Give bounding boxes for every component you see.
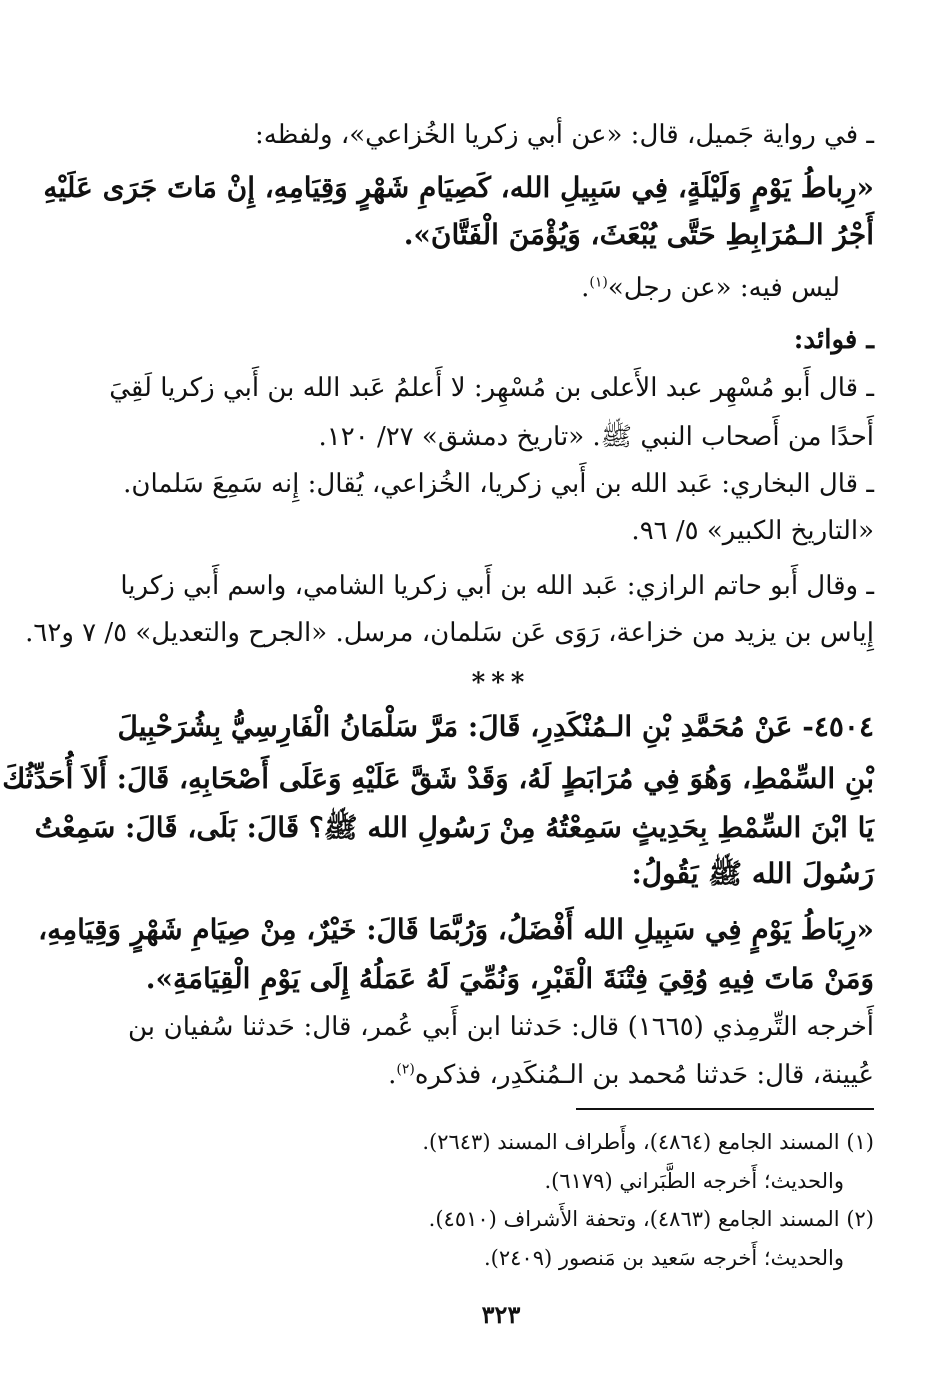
hadith-matn-line-1: «رِباطُ يَوْمٍ وَلَيْلَةٍ، فِي سَبِيلِ الله، كَصِيَامِ شَهْرٍ وَقِيَامِهِ، إِنْ مَاتَ جَرَى عَلَيْهِ: [43, 171, 874, 204]
text-line-1: ـ في رواية جَميل، قال: «عن أبي زكريا الخُزاعي»، ولفظه:: [254, 120, 874, 150]
hadith-4504-line-3: يَا ابْنَ السِّمْطِ بِحَدِيثٍ سَمِعْتُهُ مِنْ رَسُولِ الله ﷺ؟ قَالَ: بَلَى، قَالَ: سَمِعْتُ: [34, 811, 874, 844]
hadith-4504-line-1: ٤٥٠٤- عَنْ مُحَمَّدِ بْنِ الـمُنْكَدِرِ، قَالَ: مَرَّ سَلْمَانُ الْفَارِسِيُّ بِشُرَحْبِيلَ: [117, 710, 874, 743]
section-heading-benefits: ـ فوائد:: [793, 325, 874, 355]
hadith-4504-line-2: بْنِ السِّمْطِ، وَهُوَ فِي مُرَابَطٍ لَهُ، وَقَدْ شَقَّ عَلَيْهِ وَعَلَى أَصْحَابِهِ، قَالَ: أَلاَ أُحَدِّثُكَ: [2, 762, 874, 795]
benefit-3-line-1: ـ وقال أَبو حاتم الرازي: عَبد الله بن أَبي زكريا الشامي، واسم أَبي زكريا: [120, 571, 874, 601]
footnote-ref-2: (٢): [396, 1061, 415, 1078]
benefit-1-line-1: ـ قال أَبو مُسْهِر عبد الأَعلى بن مُسْهِر: لا أَعلمُ عَبد الله بن أَبي زكريا لَقِيَ: [109, 373, 874, 403]
hadith-4504-matn-line-2: وَمَنْ مَاتَ فِيهِ وُقِيَ فِتْنَةَ الْقَبْرِ، وَنُمِّيَ لَهُ عَمَلُهُ إِلَى يَوْمِ الْقِيَامَةِ».: [145, 962, 874, 995]
footnote-1-line-2: والحديث؛ أَخرجه الطَّبَراني (٦١٧٩).: [544, 1169, 844, 1193]
hadith-matn-line-2: أَجْرُ الـمُرَابِطِ حَتَّى يُبْعَثَ، وَيُؤْمَنَ الْفَتَّانَ».: [403, 218, 874, 251]
benefit-2-line-2: «التاريخ الكبير» ٥/ ٩٦.: [631, 516, 874, 546]
takhrij-line-2: عُيينة، قال: حَدثنا مُحمد بن الـمُنكَدِر، فذكره$^{(٢)}$.: [388, 1060, 874, 1090]
hadith-4504-matn-line-1: «رِبَاطُ يَوْمٍ فِي سَبِيلِ الله أَفْضَلُ، وَرُبَّمَا قَالَ: خَيْرٌ، مِنْ صِيَامِ شَهْرٍ وَقِيَامِهِ،: [38, 913, 874, 946]
footnote-ref-1: (١): [589, 274, 608, 291]
page-number: ٣٢٣: [481, 1300, 521, 1329]
footnote-2-line-1: (٢) المسند الجامع (٤٨٦٣)، وتحفة الأَشراف (٤٥١٠).: [428, 1207, 874, 1231]
takhrij-line-1: أَخرجه التِّرمِذي (١٦٦٥) قال: حَدثنا ابن أَبي عُمر، قال: حَدثنا سُفيان بن: [128, 1012, 875, 1042]
section-separator-stars: ***: [471, 668, 531, 698]
benefit-1-line-2: أَحدًا من أَصحاب النبي ﷺ. «تاريخ دمشق» ٢٧/ ١٢٠.: [318, 422, 874, 452]
footnote-2-line-2: والحديث؛ أَخرجه سَعيد بن مَنصور (٢٤٠٩).: [483, 1246, 844, 1270]
footnote-1-line-1: (١) المسند الجامع (٤٨٦٤)، وأَطراف المسند (٢٦٤٣).: [422, 1130, 874, 1154]
text-line-not-in: ليس فيه: «عن رجل»$^{(١)}$.: [581, 273, 840, 303]
book-page: [2, 0, 875, 1384]
benefit-3-line-2: إِياس بن يزيد من خزاعة، رَوَى عَن سَلمان، مرسل. «الجرح والتعديل» ٥/ ٧ و٦٢.: [25, 618, 874, 648]
hadith-4504-line-4: رَسُولَ الله ﷺ يَقُولُ:: [631, 857, 874, 890]
benefit-2-line-1: ـ قال البخاري: عَبد الله بن أَبي زكريا، الخُزاعي، يُقال: إِنه سَمِعَ سَلمان.: [123, 469, 874, 499]
footnote-separator: [576, 1108, 874, 1110]
